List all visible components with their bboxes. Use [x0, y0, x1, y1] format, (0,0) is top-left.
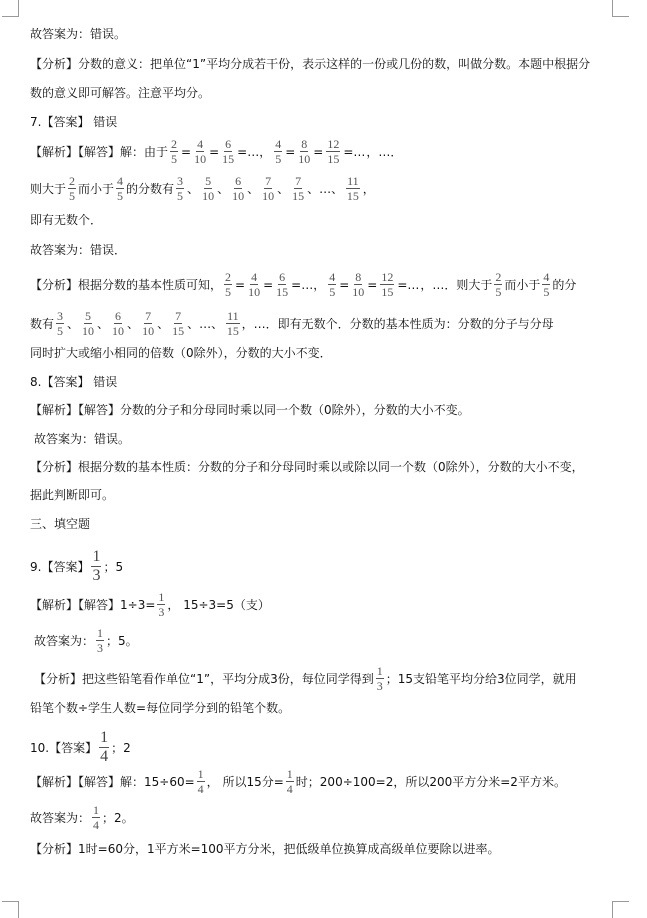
question-answer-heading: 8.【答案】 错误 — [30, 375, 118, 389]
solution-text: 【解析】【解答】解：由于 — [30, 144, 169, 159]
analysis-text: 【分析】分数的意义：把单位“1”平均分成若干份，表示这样的一份或几份的数，叫做分数。本题中根据分 — [30, 57, 591, 71]
question-answer-heading — [30, 115, 117, 129]
fraction: $\frac{5}{10}$ — [82, 309, 95, 338]
fraction: $\frac{11}{15}$ — [226, 309, 239, 338]
answer-text: 故答案为：错误。 — [30, 27, 127, 41]
fraction: $\frac{1}{4}$ — [93, 803, 100, 832]
solution-line: 【解析】【解答】1÷3= $\frac{1}{3}$ ， 15÷3=5（支） — [30, 590, 270, 619]
fraction: $\frac{2}{5}$ — [225, 270, 232, 299]
text-line: 【解析】【解答】分数的分子和分母同时乘以同一个数（0除外），分数的大小不变。 — [30, 403, 470, 417]
analysis-line: 数有 $\frac{3}{5}$ 、 $\frac{5}{10}$ 、 $\frac{6}{10}$ 、 $\frac{7}{10}$ 、 $\frac{7}{15}$ 、…、 $\frac{11}{15}$ ，…．即有无数个．分数的基本性质为：分数的分子与分母 — [30, 309, 554, 338]
fraction: $\frac{7}{15}$ — [172, 309, 185, 338]
text-line: 故答案为：错误。 — [34, 432, 131, 446]
fraction: $\frac{12}{15}$ — [327, 137, 340, 166]
fraction: $\frac{12}{15}$ — [381, 270, 394, 299]
crop-mark-bottom-left — [2, 901, 19, 918]
fraction: $\frac{6}{10}$ — [112, 309, 125, 338]
text-line — [30, 27, 126, 41]
text-line: 铅笔个数÷学生人数=每位同学分到的铅笔个数。 — [30, 701, 291, 715]
fraction: $\frac{1}{4}$ — [197, 767, 204, 796]
text-line: 据此判断即可。 — [30, 488, 115, 502]
fraction: $\frac{1}{3}$ — [376, 664, 383, 693]
fraction: $\frac{4}{5}$ — [117, 174, 124, 203]
crop-mark-bottom-right — [612, 901, 629, 918]
fraction: $\frac{6}{15}$ — [276, 270, 289, 299]
fraction: $\frac{3}{5}$ — [177, 174, 184, 203]
fraction: $\frac{8}{10}$ — [352, 270, 365, 299]
text-line — [30, 57, 590, 71]
crop-mark-top-right — [612, 0, 629, 17]
analysis-line: 【分析】根据分数的基本性质可知， $\frac{2}{5}$ = $\frac{4}{10}$ = $\frac{6}{15}$ =…， $\frac{4}{5}$ = $\frac{8}{10}$ = $\frac{12}{15}$ =… ，…．则大于 $\frac{2}{5}$ 而小于 $\frac{4}{5}$ 的分 — [30, 270, 577, 299]
text-line: 即有无数个． — [30, 213, 103, 227]
answer-heading: 7.【答案】 错误 — [30, 115, 118, 129]
fraction: $\frac{1}{4}$ — [100, 729, 109, 765]
fraction: $\frac{11}{15}$ — [346, 174, 359, 203]
fraction: $\frac{4}{5}$ — [543, 270, 550, 299]
solution-line: 【解析】【解答】解：15÷60= $\frac{1}{4}$ ， 所以15分= $\frac{1}{4}$ 时；200÷100=2，所以200平方分米=2平方米。 — [30, 767, 566, 796]
fraction: $\frac{4}{10}$ — [194, 137, 207, 166]
fraction: $\frac{7}{10}$ — [262, 174, 275, 203]
fraction: $\frac{1}{3}$ — [97, 626, 104, 655]
fraction: $\frac{2}{5}$ — [495, 270, 502, 299]
fraction: $\frac{1}{3}$ — [92, 548, 101, 584]
text-line: 【分析】根据分数的基本性质：分数的分子和分母同时乘以或除以同一个数（0除外），分数的大小不变， — [30, 460, 584, 474]
fraction: $\frac{2}{5}$ — [69, 174, 76, 203]
text-line: 故答案为：错误． — [30, 243, 127, 257]
fraction: $\frac{4}{5}$ — [329, 270, 336, 299]
fraction: $\frac{1}{3}$ — [158, 590, 165, 619]
text-line — [30, 86, 210, 100]
fraction: $\frac{3}{5}$ — [57, 309, 64, 338]
fraction: $\frac{4}{5}$ — [275, 137, 282, 166]
fraction: $\frac{6}{15}$ — [222, 137, 235, 166]
fraction: $\frac{1}{4}$ — [286, 767, 293, 796]
analysis-text: 数的意义即可解答。注意平均分。 — [30, 86, 211, 100]
section-heading: 三、填空题 — [30, 517, 91, 531]
question-answer-heading: 9.【答案】 $\frac{1}{3}$ ；5 — [30, 548, 124, 584]
answer-line: 故答案为： $\frac{1}{3}$ ；5。 — [34, 626, 138, 655]
fraction: $\frac{8}{10}$ — [298, 137, 311, 166]
analysis-line: 【分析】把这些铅笔看作单位“1”，平均分成3份，每位同学得到 $\frac{1}{3}$ ；15支铅笔平均分给3位同学，就用 — [34, 664, 577, 693]
answer-line: 故答案为： $\frac{1}{4}$ ；2。 — [30, 803, 134, 832]
question-answer-heading: 10.【答案】 $\frac{1}{4}$ ；2 — [30, 729, 131, 765]
fraction: $\frac{6}{10}$ — [232, 174, 245, 203]
text-line: 同时扩大或缩小相同的倍数（0除外），分数的大小不变． — [30, 346, 332, 360]
text-line: 【分析】1时=60分，1平方米=100平方分米，把低级单位换算成高级单位要除以进率。 — [30, 842, 500, 856]
fraction: $\frac{5}{10}$ — [202, 174, 215, 203]
fraction: $\frac{7}{10}$ — [142, 309, 155, 338]
crop-mark-top-left — [2, 0, 19, 17]
fraction: $\frac{2}{5}$ — [171, 137, 178, 166]
solution-line: 【解析】【解答】解：由于 $\frac{2}{5}$ = $\frac{4}{10}$ = $\frac{6}{15}$ =…， $\frac{4}{5}$ = $\frac{8}{10}$ = $\frac{12}{15}$ =… ，…． — [30, 137, 403, 166]
fraction: $\frac{7}{15}$ — [292, 174, 305, 203]
fraction: $\frac{4}{10}$ — [248, 270, 261, 299]
solution-line: 则大于 $\frac{2}{5}$ 而小于 $\frac{4}{5}$ 的分数有 $\frac{3}{5}$ 、 $\frac{5}{10}$ 、 $\frac{6}{10}$ 、 $\frac{7}{10}$ 、 $\frac{7}{15}$ 、…、 $\frac{11}{15}$ ， — [30, 174, 375, 203]
